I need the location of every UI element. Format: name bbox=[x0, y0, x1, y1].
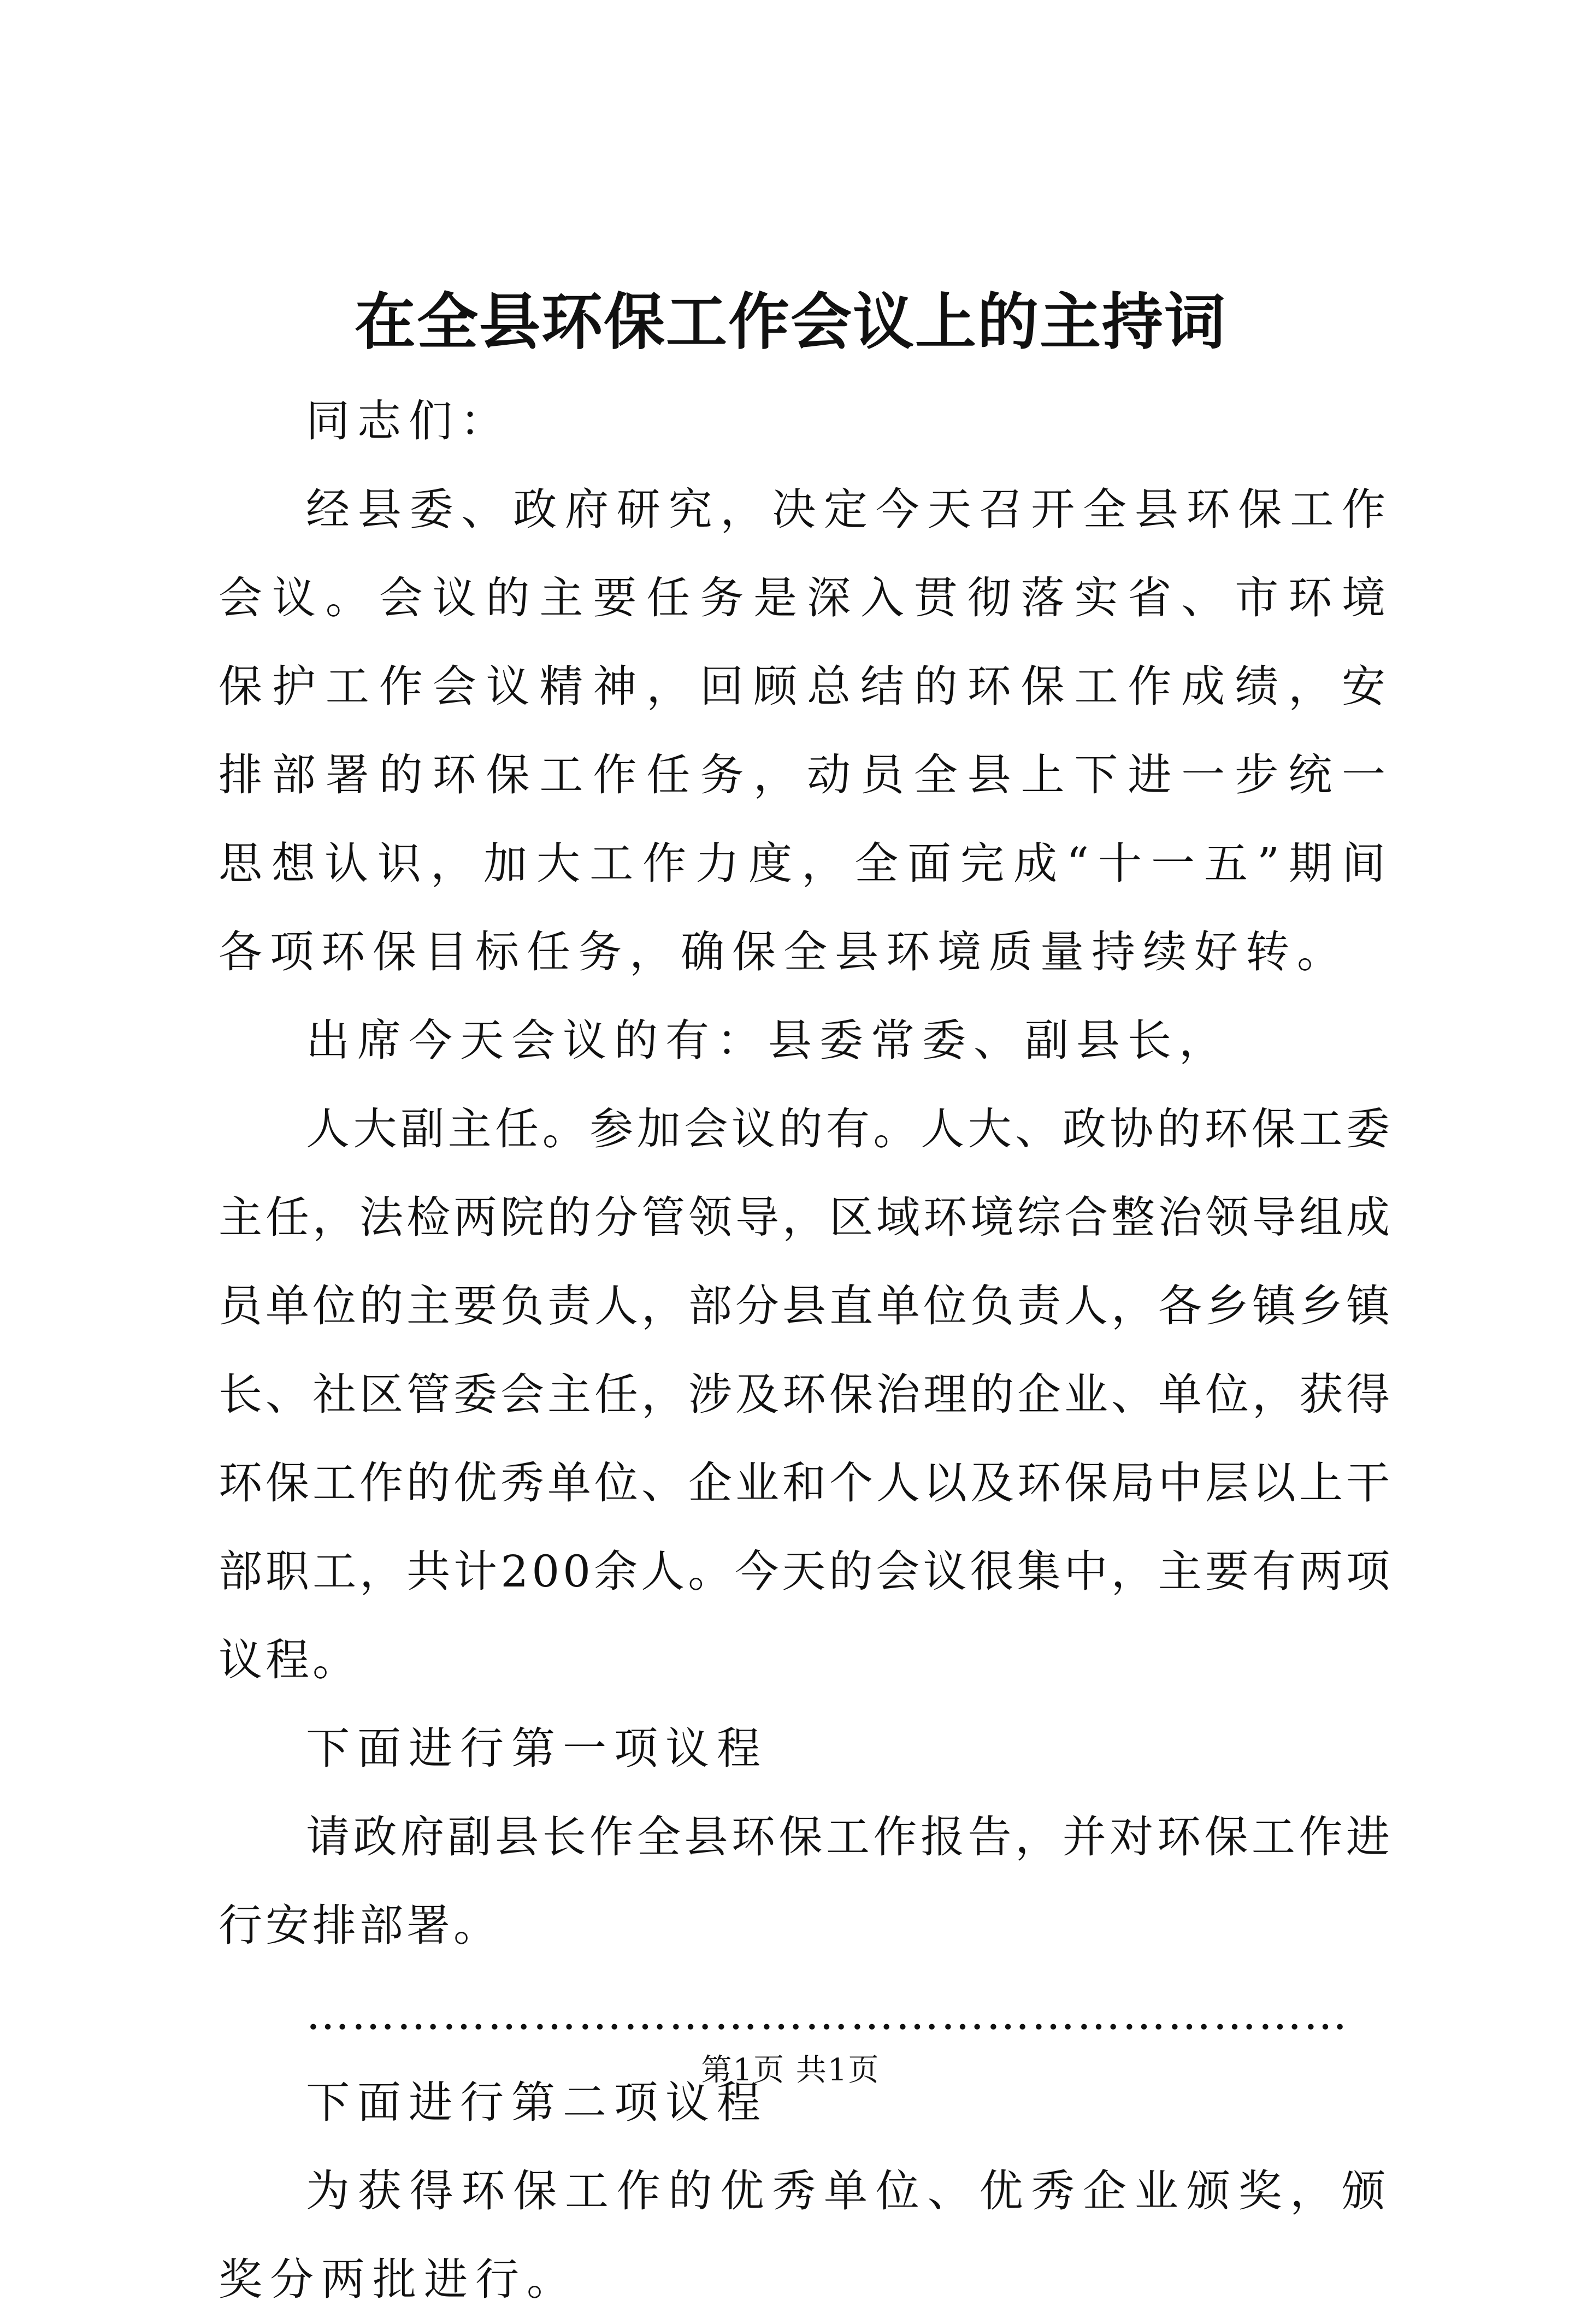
agenda-item-1-heading: 下面进行第一项议程 bbox=[306, 1723, 768, 1774]
agenda-item-2-paragraph: 为获得环保工作的优秀单位、优秀企业颁奖，颁奖分两批进行。 bbox=[219, 2166, 1393, 2305]
agenda-item-1-paragraph: 请政府副县长作全县环保工作报告，并对环保工作进行安排部署。 bbox=[219, 1812, 1393, 1951]
greeting-paragraph: 同志们： bbox=[306, 396, 511, 446]
document-body bbox=[219, 377, 1393, 2324]
agenda-item-2-heading: 下面进行第二项议程 bbox=[306, 2077, 768, 2128]
attendees-paragraph: 出席今天会议的有：县委常委、副县长， bbox=[306, 1015, 1230, 1066]
document-title: 在全县环保工作会议上的主持词 bbox=[355, 286, 1226, 358]
participants-paragraph: 人大副主任。参加会议的有。人大、政协的环保工委主任，法检两院的分管领导，区域环境综合整治领导组成员单位的主要负责人，部分县直单位负责人，各乡镇乡镇长、社区管委会主任，涉及环保治理的企业、单位，获得环保工作的优秀单位、企业和个人以及环保局中层以上干部职工，共计200余人。今天的会议很集中，主要有两项议程。 bbox=[219, 1104, 1393, 1685]
purpose-paragraph: 经县委、政府研究，决定今天召开全县环保工作会议。会议的主要任务是深入贯彻落实省、市环境保护工作会议精神，回顾总结的环保工作成绩，安排部署的环保工作任务，动员全县上下进一步统一思想认识，加大工作力度，全面完成“十一五”期间各项环保目标任务，确保全县环境质量持续好转。 bbox=[219, 484, 1393, 977]
page-footer: 第1页 共1页 bbox=[701, 2052, 880, 2088]
ellipsis-separator: …………………………………………………………… bbox=[306, 1989, 1349, 2039]
